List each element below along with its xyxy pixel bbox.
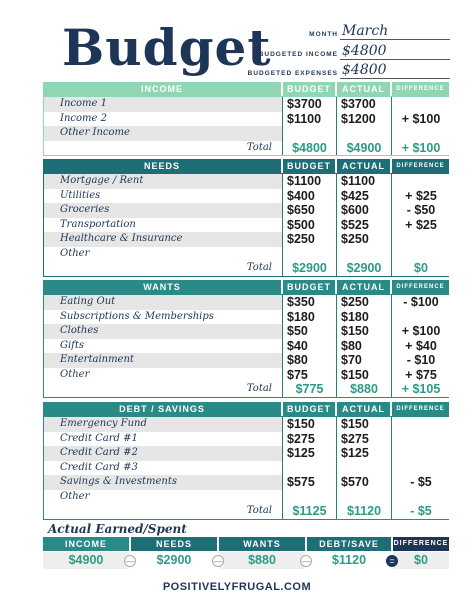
row-label: Other xyxy=(44,368,282,383)
actual-cell[interactable] xyxy=(336,247,391,262)
difference-cell[interactable]: + $75 xyxy=(391,368,450,383)
total-actual-cell[interactable]: $2900 xyxy=(336,261,391,276)
budgeted-income-value[interactable]: $4800 xyxy=(340,42,450,60)
difference-cell[interactable]: - $100 xyxy=(391,295,450,310)
difference-cell[interactable] xyxy=(391,232,450,247)
budget-cell[interactable]: $180 xyxy=(282,310,336,325)
budgeted-income-label: BUDGETED INCOME xyxy=(258,51,338,58)
budget-cell[interactable]: $275 xyxy=(282,432,336,447)
actual-cell[interactable]: $570 xyxy=(336,475,391,490)
row-label: Entertainment xyxy=(44,353,282,368)
table-row xyxy=(44,203,448,218)
summary-needs-header: NEEDS xyxy=(131,537,217,551)
equals-icon: = xyxy=(386,555,398,567)
wants-header xyxy=(43,280,449,294)
difference-column-header: DIFFERENCE xyxy=(392,82,449,96)
budget-column-header: BUDGET xyxy=(283,82,335,96)
total-row xyxy=(44,382,448,397)
row-label: Credit Card #1 xyxy=(44,432,282,447)
total-label: Total xyxy=(44,382,282,397)
actual-cell[interactable]: $125 xyxy=(336,446,391,461)
table-row xyxy=(44,475,448,490)
actual-column-header: ACTUAL xyxy=(337,159,390,173)
actual-cell[interactable]: $250 xyxy=(336,232,391,247)
total-actual-cell[interactable]: $1120 xyxy=(336,504,391,519)
wants-rows xyxy=(43,294,449,398)
difference-cell[interactable]: + $25 xyxy=(391,189,450,204)
summary-income-value[interactable]: $4900 xyxy=(43,552,129,569)
row-label: Gifts xyxy=(44,339,282,354)
row-label: Utilities xyxy=(44,189,282,204)
income-header xyxy=(43,82,449,96)
table-row xyxy=(44,339,448,354)
budget-cell[interactable]: $80 xyxy=(282,353,336,368)
budget-cell[interactable] xyxy=(282,126,336,141)
budget-cell[interactable]: $650 xyxy=(282,203,336,218)
actual-cell[interactable]: $180 xyxy=(336,310,391,325)
difference-cell[interactable]: + $25 xyxy=(391,218,450,233)
row-label: Transportation xyxy=(44,218,282,233)
summary-needs-value[interactable]: $2900 xyxy=(131,552,217,569)
actual-cell[interactable]: $1200 xyxy=(336,112,391,127)
row-label: Savings & Investments xyxy=(44,475,282,490)
table-row xyxy=(44,218,448,233)
total-budget-cell[interactable]: $775 xyxy=(282,382,336,397)
summary-title: Actual Earned/Spent xyxy=(48,522,187,536)
section-name: WANTS xyxy=(43,280,281,294)
budget-cell[interactable]: $250 xyxy=(282,232,336,247)
table-row xyxy=(44,432,448,447)
budget-cell[interactable] xyxy=(282,490,336,505)
row-label: Subscriptions & Memberships xyxy=(44,310,282,325)
budget-cell[interactable]: $125 xyxy=(282,446,336,461)
table-row xyxy=(44,490,448,505)
table-row xyxy=(44,368,448,383)
budget-cell[interactable]: $1100 xyxy=(282,174,336,189)
total-difference-cell[interactable]: + $100 xyxy=(391,141,450,156)
row-label: Emergency Fund xyxy=(44,417,282,432)
summary-wants-value[interactable]: $880 xyxy=(219,552,305,569)
row-label: Other xyxy=(44,247,282,262)
budget-column-header: BUDGET xyxy=(283,159,335,173)
total-actual-cell[interactable]: $4900 xyxy=(336,141,391,156)
actual-cell[interactable]: $525 xyxy=(336,218,391,233)
needs-section xyxy=(43,159,449,277)
actual-cell[interactable]: $600 xyxy=(336,203,391,218)
budget-cell[interactable]: $350 xyxy=(282,295,336,310)
table-row xyxy=(44,247,448,262)
actual-cell[interactable]: $250 xyxy=(336,295,391,310)
difference-cell[interactable] xyxy=(391,97,450,112)
row-label: Income 2 xyxy=(44,112,282,127)
difference-cell[interactable]: + $40 xyxy=(391,339,450,354)
row-label: Credit Card #3 xyxy=(44,461,282,476)
difference-cell[interactable] xyxy=(391,310,450,325)
budget-cell[interactable]: $150 xyxy=(282,417,336,432)
actual-cell[interactable]: $80 xyxy=(336,339,391,354)
difference-cell[interactable]: - $5 xyxy=(391,475,450,490)
summary-debt-save-value[interactable]: $1120 xyxy=(307,552,391,569)
budget-cell[interactable]: $40 xyxy=(282,339,336,354)
actual-cell[interactable]: $150 xyxy=(336,417,391,432)
needs-header xyxy=(43,159,449,173)
row-label: Mortgage / Rent xyxy=(44,174,282,189)
row-label: Credit Card #2 xyxy=(44,446,282,461)
actual-column-header: ACTUAL xyxy=(337,402,390,416)
actual-cell[interactable]: $70 xyxy=(336,353,391,368)
table-row xyxy=(44,126,448,141)
budget-cell[interactable]: $1100 xyxy=(282,112,336,127)
debt-savings-header xyxy=(43,402,449,416)
actual-cell[interactable] xyxy=(336,490,391,505)
minus-icon: — xyxy=(213,556,223,566)
actual-column-header: ACTUAL xyxy=(337,280,390,294)
budget-cell[interactable]: $75 xyxy=(282,368,336,383)
table-row xyxy=(44,446,448,461)
table-row xyxy=(44,324,448,339)
summary-income-header: INCOME xyxy=(43,537,129,551)
actual-cell[interactable]: $150 xyxy=(336,324,391,339)
row-label: Healthcare & Insurance xyxy=(44,232,282,247)
table-row xyxy=(44,189,448,204)
row-label: Clothes xyxy=(44,324,282,339)
income-rows xyxy=(43,96,449,156)
row-label: Other Income xyxy=(44,126,282,141)
section-name: NEEDS xyxy=(43,159,281,173)
budget-cell[interactable]: $50 xyxy=(282,324,336,339)
total-row xyxy=(44,261,448,276)
budgeted-expenses-label: BUDGETED EXPENSES xyxy=(247,70,338,77)
total-budget-cell[interactable]: $4800 xyxy=(282,141,336,156)
budget-cell[interactable]: $3700 xyxy=(282,97,336,112)
actual-cell[interactable]: $275 xyxy=(336,432,391,447)
actual-cell[interactable]: $425 xyxy=(336,189,391,204)
budgeted-expenses-field xyxy=(240,59,450,79)
difference-cell[interactable] xyxy=(391,490,450,505)
actual-cell[interactable]: $1100 xyxy=(336,174,391,189)
table-row xyxy=(44,353,448,368)
actual-cell[interactable]: $150 xyxy=(336,368,391,383)
actual-cell[interactable] xyxy=(336,461,391,476)
total-label: Total xyxy=(44,261,282,276)
table-row xyxy=(44,112,448,127)
actual-cell[interactable]: $3700 xyxy=(336,97,391,112)
difference-cell[interactable] xyxy=(391,446,450,461)
page-title: Budget xyxy=(62,18,272,77)
summary-wants-header: WANTS xyxy=(219,537,305,551)
difference-column-header: DIFFERENCE xyxy=(392,402,449,416)
budget-cell[interactable]: $400 xyxy=(282,189,336,204)
table-row xyxy=(44,461,448,476)
month-label: MONTH xyxy=(309,31,338,38)
difference-cell[interactable]: - $10 xyxy=(391,353,450,368)
row-label: Eating Out xyxy=(44,295,282,310)
total-budget-cell[interactable]: $1125 xyxy=(282,504,336,519)
budget-cell[interactable] xyxy=(282,247,336,262)
difference-cell[interactable] xyxy=(391,126,450,141)
table-row xyxy=(44,232,448,247)
total-row xyxy=(44,504,448,519)
table-row xyxy=(44,417,448,432)
table-row xyxy=(44,310,448,325)
actual-column-header: ACTUAL xyxy=(337,82,390,96)
difference-cell[interactable] xyxy=(391,417,450,432)
total-difference-cell[interactable]: $0 xyxy=(391,261,450,276)
debt-savings-rows xyxy=(43,416,449,520)
budget-cell[interactable]: $575 xyxy=(282,475,336,490)
table-row xyxy=(44,295,448,310)
total-label: Total xyxy=(44,141,282,156)
total-row xyxy=(44,141,448,156)
difference-column-header: DIFFERENCE xyxy=(392,280,449,294)
section-name: INCOME xyxy=(43,82,281,96)
budget-column-header: BUDGET xyxy=(283,402,335,416)
difference-cell[interactable]: + $100 xyxy=(391,112,450,127)
month-value[interactable]: March xyxy=(340,22,450,40)
difference-cell[interactable]: + $100 xyxy=(391,324,450,339)
row-label: Groceries xyxy=(44,203,282,218)
difference-cell[interactable] xyxy=(391,174,450,189)
difference-cell[interactable] xyxy=(391,461,450,476)
wants-section xyxy=(43,280,449,398)
total-budget-cell[interactable]: $2900 xyxy=(282,261,336,276)
difference-cell[interactable] xyxy=(391,247,450,262)
section-name: DEBT / SAVINGS xyxy=(43,402,281,416)
budget-cell[interactable] xyxy=(282,461,336,476)
footer-site: POSITIVELYFRUGAL.COM xyxy=(162,581,312,593)
table-row xyxy=(44,97,448,112)
month-field xyxy=(240,20,450,40)
needs-rows xyxy=(43,173,449,277)
total-difference-cell[interactable]: - $5 xyxy=(391,504,450,519)
row-label: Other xyxy=(44,490,282,505)
total-actual-cell[interactable]: $880 xyxy=(336,382,391,397)
budgeted-expenses-value[interactable]: $4800 xyxy=(340,61,450,79)
income-section xyxy=(43,82,449,156)
total-label: Total xyxy=(44,504,282,519)
minus-icon: — xyxy=(301,556,311,566)
total-difference-cell[interactable]: + $105 xyxy=(391,382,450,397)
budgeted-income-field xyxy=(240,40,450,60)
minus-icon: — xyxy=(125,556,135,566)
difference-column-header: DIFFERENCE xyxy=(392,159,449,173)
summary-difference-value[interactable]: $0 xyxy=(393,552,449,569)
row-label: Income 1 xyxy=(44,97,282,112)
actual-cell[interactable] xyxy=(336,126,391,141)
debt-savings-section xyxy=(43,402,449,520)
difference-cell[interactable]: - $50 xyxy=(391,203,450,218)
budget-cell[interactable]: $500 xyxy=(282,218,336,233)
table-row xyxy=(44,174,448,189)
summary-debt-save-header: DEBT/SAVE xyxy=(307,537,391,551)
difference-cell[interactable] xyxy=(391,432,450,447)
budget-column-header: BUDGET xyxy=(283,280,335,294)
summary-difference-header: DIFFERENCE xyxy=(393,537,449,551)
